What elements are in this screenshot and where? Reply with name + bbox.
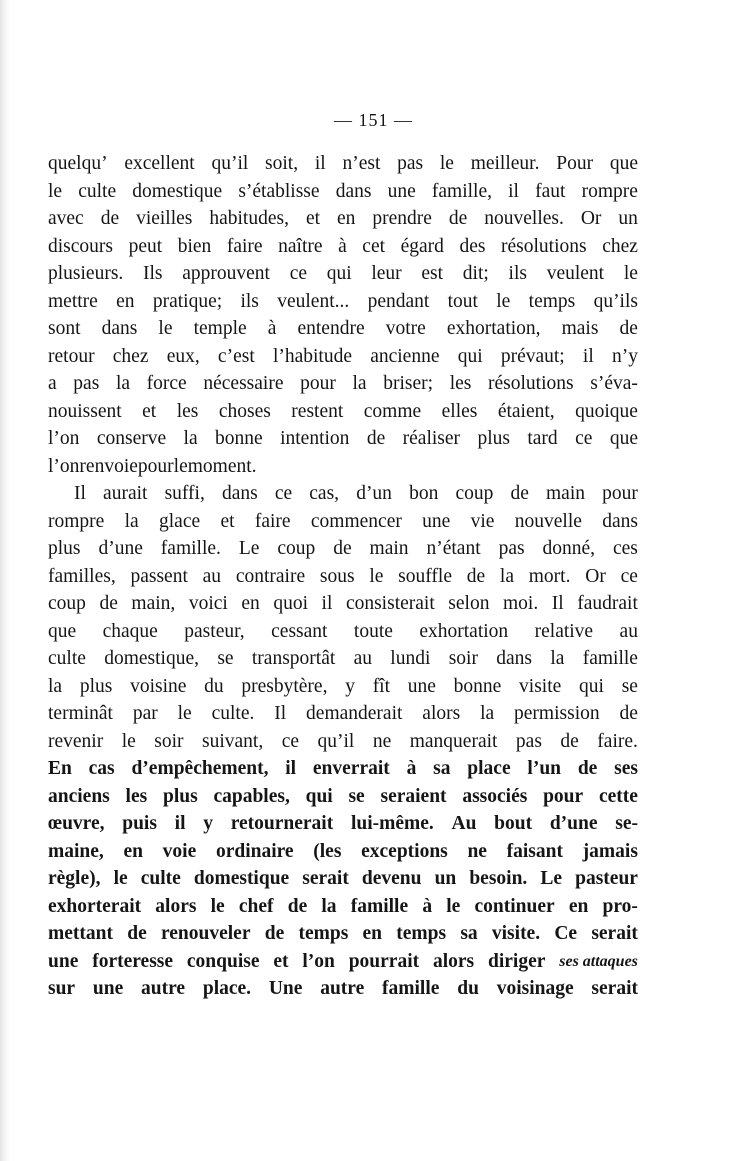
text-line: mettre en pratique; ils veulent... pendant tout le temps qu’ils bbox=[48, 290, 638, 312]
scan-edge-shadow bbox=[0, 0, 10, 1161]
text-line: familles, passent au contraire sous le souffle de la mort. Or ce bbox=[48, 565, 638, 587]
text-line: a pas la force nécessaire pour la briser; les résolutions s’éva- bbox=[48, 373, 638, 394]
paragraph-1 bbox=[48, 150, 638, 480]
paragraph-2 bbox=[48, 480, 638, 1003]
text-line: œuvre, puis il y retournerait lui-même. Au bout d’une se- bbox=[48, 813, 638, 834]
text-line: terminât par le culte. Il demanderait alors la permission de bbox=[48, 703, 638, 724]
text-line: anciens les plus capables, qui se seraient associés pour cette bbox=[48, 785, 638, 807]
text-line: quelqu’ excellent qu’il soit, il n’est pas le meilleur. Pour que bbox=[48, 153, 638, 174]
text-line: discours peut bien faire naître à cet égard des résolutions chez bbox=[48, 235, 638, 257]
text-line: que chaque pasteur, cessant toute exhortation relative au bbox=[48, 620, 638, 642]
text-line: sont dans le temple à entendre votre exhortation, mais de bbox=[48, 318, 638, 339]
text-line: culte domestique, se transportât au lundi soir dans la famille bbox=[48, 648, 638, 669]
text-line: le culte domestique s’établisse dans une famille, il faut rompre bbox=[48, 180, 638, 202]
text-line: mettant de renouveler de temps en temps sa visite. Ce serait bbox=[48, 923, 638, 944]
body-text bbox=[48, 150, 638, 1003]
text-line: sur une autre place. Une autre famille du voisinage serait bbox=[48, 978, 638, 999]
text-line: l’on renvoie pour le moment. bbox=[48, 455, 257, 477]
text-line: exhorterait alors le chef de la famille à le continuer en pro- bbox=[48, 895, 638, 917]
text-line: En cas d’empêchement, il enverrait à sa place l’un de ses bbox=[48, 758, 638, 779]
text-line: l’on conserve la bonne intention de réaliser plus tard ce que bbox=[48, 428, 638, 449]
text-line: Il aurait suffi, dans ce cas, d’un bon coup de main pour bbox=[74, 483, 638, 504]
page-number: — 151 — bbox=[334, 110, 413, 130]
text-line: plus d’une famille. Le coup de main n’étant pas donné, ces bbox=[48, 538, 638, 559]
text-line: retour chez eux, c’est l’habitude ancienne qui prévaut; il n’y bbox=[48, 345, 638, 367]
text-line: nouissent et les choses restent comme elles étaient, quoique bbox=[48, 400, 638, 422]
text-line: coup de main, voici en quoi il consisterait selon moi. Il faudrait bbox=[48, 593, 638, 614]
text-line: rompre la glace et faire commencer une vie nouvelle dans bbox=[48, 510, 638, 532]
text-line: maine, en voie ordinaire (les exceptions ne faisant jamais bbox=[48, 840, 638, 862]
text-line: avec de vieilles habitudes, et en prendre de nouvelles. Or un bbox=[48, 208, 638, 229]
text-line: la plus voisine du presbytère, y fît une bonne visite qui se bbox=[48, 675, 638, 697]
text-line: une forteresse conquise et l’on pourrait alors diriger ses attaques bbox=[48, 950, 638, 972]
text-line: règle), le culte domestique serait devenu un besoin. Le pasteur bbox=[48, 868, 638, 889]
text-line: revenir le soir suivant, ce qu’il ne manquerait pas de faire. bbox=[48, 730, 638, 752]
text-line: plusieurs. Ils approuvent ce qui leur est dit; ils veulent le bbox=[48, 263, 638, 284]
